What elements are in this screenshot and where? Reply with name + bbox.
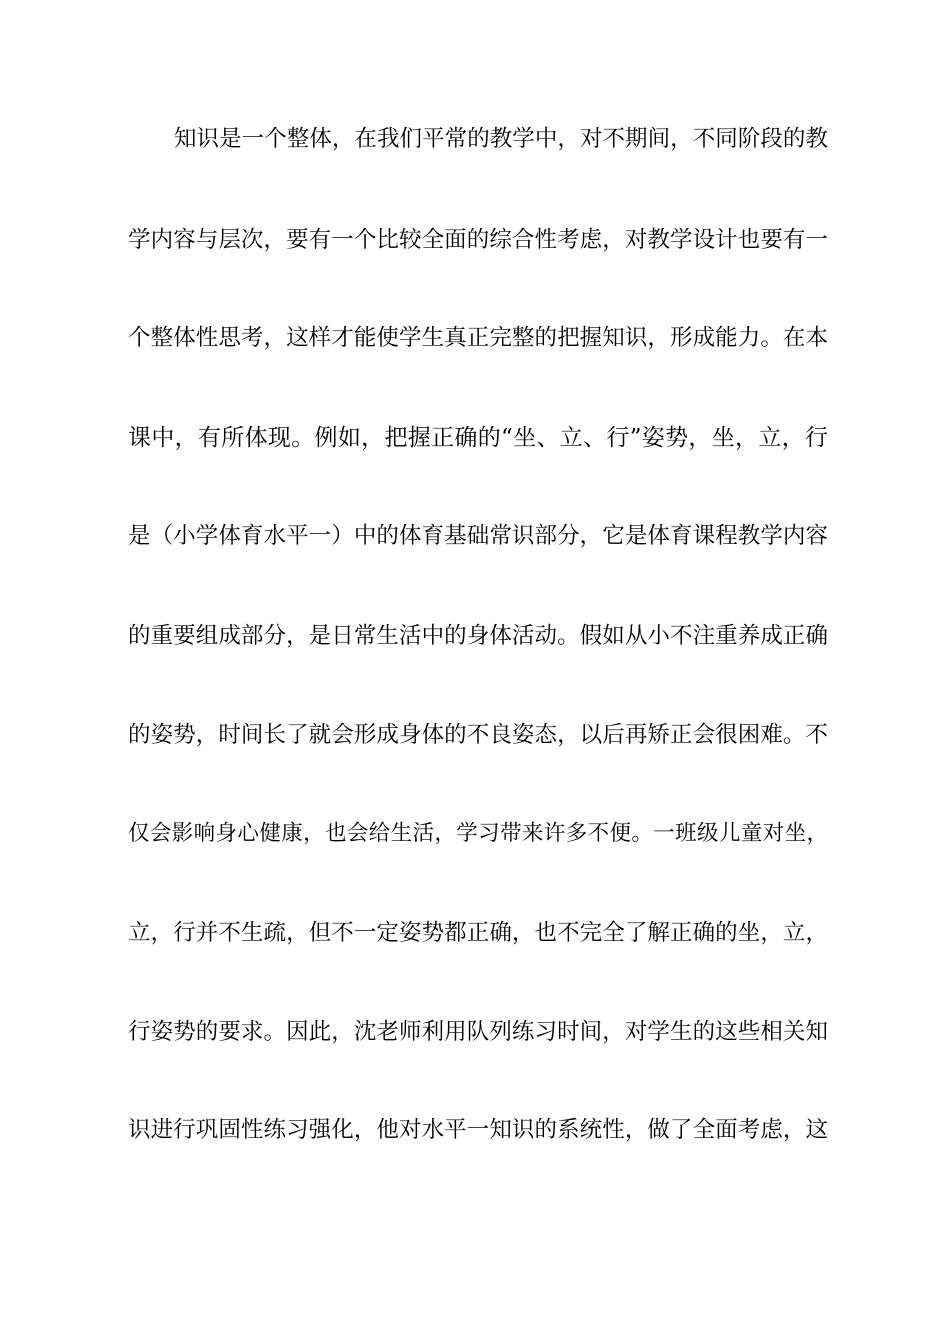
paragraph-line: 的重要组成部分，是日常生活中的身体活动。假如从小不注重养成正确 [128,623,828,649]
paragraph-line: 的姿势，时间长了就会形成身体的不良姿态，以后再矫正会很困难。不 [128,722,828,748]
paragraph-line: 仅会影响身心健康，也会给生活，学习带来许多不便。一班级儿童对坐， [128,821,828,846]
paragraph-line: 知识是一个整体，在我们平常的教学中，对不期间，不同阶段的教 [174,126,828,152]
paragraph-line: 个整体性思考，这样才能使学生真正完整的把握知识，形成能力。在本 [128,325,828,351]
paragraph-line: 学内容与层次，要有一个比较全面的综合性考虑，对教学设计也要有一 [128,227,828,253]
paragraph-line: 识进行巩固性练习强化，他对水平一知识的系统性，做了全面考虑，这 [128,1117,828,1143]
paragraph-line: 课中，有所体现。例如，把握正确的“坐、立、行”姿势，坐，立，行 [128,425,828,451]
paragraph-line: 是（小学体育水平一）中的体育基础常识部分，它是体育课程教学内容 [128,523,828,549]
paragraph-line: 行姿势的要求。因此，沈老师利用队列练习时间，对学生的这些相关知 [128,1019,828,1045]
paragraph-line: 立，行并不生疏，但不一定姿势都正确，也不完全了解正确的坐，立， [128,920,828,946]
